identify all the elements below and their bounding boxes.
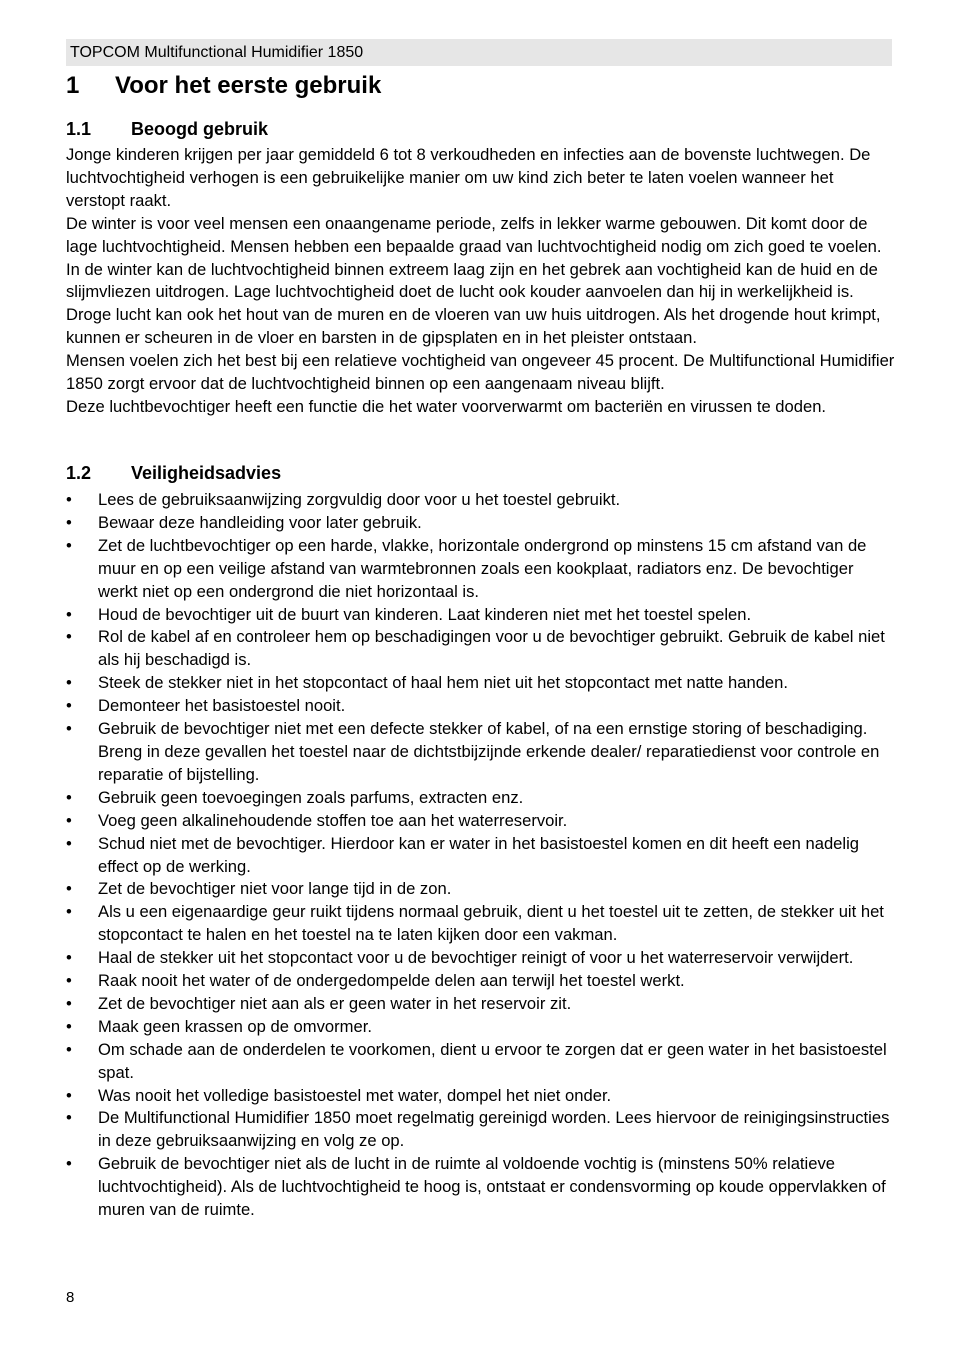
- bullet-icon: •: [66, 1108, 72, 1128]
- bullet-icon: •: [66, 719, 72, 739]
- chapter-title: Voor het eerste gebruik: [115, 72, 382, 99]
- list-item: [66, 901, 896, 947]
- section-number: 1.2: [66, 463, 92, 483]
- list-item: [66, 833, 896, 879]
- paragraph: De winter is voor veel mensen een onaangename periode, zelfs in lekker warme gebouwen. Dit komt door de lage luchtvochtigheid. Mensen hebben een bepaalde graad van luchtvochtigheid nodig om zich goed te voelen. In de winter kan de luchtvochtigheid binnen extreem laag zijn en het gebrek aan vochtigheid kan de huid en de slijmvliezen uitdrogen. Lage luchtvochtigheid doet de lucht ook kouder aanvoelen dan hij in werkelijkheid is. Droge lucht kan ook het hout van de muren en de vloeren van uw huis uitdrogen. Als het drogende hout krimpt, kunnen er scheuren in de vloer en barsten in de gipsplaten en in het pleister ontstaan.: [66, 213, 882, 348]
- bullet-icon: •: [66, 948, 72, 968]
- paragraph: Mensen voelen zich het best bij een relatieve vochtigheid van ongeveer 45 procent. De Multifunctional Humidifier 1850 zorgt ervoor dat de luchtvochtigheid binnen op een aangenaam niveau blijft.: [66, 351, 895, 394]
- list-item-text: Zet de bevochtiger niet aan als er geen water in het reservoir zit.: [98, 993, 572, 1013]
- bullet-icon: •: [66, 879, 72, 899]
- section-heading-veiligheidsadvies: [66, 462, 281, 484]
- list-item: [66, 512, 896, 535]
- list-item: [66, 810, 896, 833]
- bullet-icon: •: [66, 971, 72, 991]
- safety-advice-list: [66, 489, 896, 1222]
- list-item: [66, 947, 896, 970]
- section-title: Beoogd gebruik: [131, 119, 269, 139]
- page-header: [66, 39, 892, 66]
- list-item-text: Haal de stekker uit het stopcontact voor u de bevochtiger reinigt of voor u het waterreservoir verwijdert.: [98, 948, 854, 968]
- bullet-icon: •: [66, 787, 72, 807]
- bullet-icon: •: [66, 512, 72, 532]
- bullet-icon: •: [66, 535, 72, 555]
- bullet-icon: •: [66, 993, 72, 1013]
- list-item: [66, 626, 896, 672]
- list-item: [66, 604, 896, 627]
- list-item: [66, 878, 896, 901]
- list-item-text: Als u een eigenaardige geur ruikt tijdens normaal gebruik, dient u het toestel uit te zetten, de stekker uit het stopcontact te halen en het toestel na te laten kijken door een vakman.: [98, 902, 884, 945]
- section-body-beoogd-gebruik: [66, 144, 896, 419]
- list-item-text: Schud niet met de bevochtiger. Hierdoor kan er water in het basistoestel komen en dit heeft een nadelig effect op de werking.: [98, 833, 860, 876]
- list-item: [66, 672, 896, 695]
- list-item: [66, 787, 896, 810]
- list-item: [66, 1016, 896, 1039]
- bullet-icon: •: [66, 833, 72, 853]
- chapter-heading: [66, 71, 381, 101]
- section-number: 1.1: [66, 119, 92, 139]
- bullet-icon: •: [66, 490, 72, 509]
- list-item-text: Maak geen krassen op de omvormer.: [98, 1016, 372, 1036]
- bullet-icon: •: [66, 1085, 72, 1105]
- list-item-text: Om schade aan de onderdelen te voorkomen, dient u ervoor te zorgen dat er geen water in het basistoestel spat.: [98, 1039, 887, 1082]
- paragraph: Deze luchtbevochtiger heeft een functie die het water voorverwarmt om bacteriën en virussen te doden.: [66, 396, 827, 416]
- list-item-text: Steek de stekker niet in het stopcontact of haal hem niet uit het stopcontact met natte handen.: [98, 673, 788, 693]
- list-item-text: Gebruik de bevochtiger niet met een defecte stekker of kabel, of na een ernstige storing of beschadiging. Breng in deze gevallen het toestel naar de dichtstbijzijnde erkende dealer/ reparatiedienst voor controle en reparatie of bijstelling.: [98, 719, 880, 784]
- list-item-text: Rol de kabel af en controleer hem op beschadigingen voor u de bevochtiger gebruikt. Gebruik de kabel niet als hij beschadigd is.: [98, 627, 885, 670]
- list-item: [66, 993, 896, 1016]
- bullet-icon: •: [66, 627, 72, 647]
- section-heading-beoogd-gebruik: [66, 118, 268, 140]
- section-title: Veiligheidsadvies: [131, 463, 282, 483]
- list-item: [66, 1039, 896, 1085]
- bullet-icon: •: [66, 810, 72, 830]
- header-title: TOPCOM Multifunctional Humidifier 1850: [70, 44, 364, 61]
- bullet-icon: •: [66, 1016, 72, 1036]
- list-item: [66, 1153, 896, 1222]
- list-item: [66, 970, 896, 993]
- list-item: [66, 489, 896, 512]
- list-item: [66, 1107, 896, 1153]
- bullet-icon: •: [66, 1154, 72, 1174]
- bullet-icon: •: [66, 673, 72, 693]
- list-item: [66, 1085, 896, 1108]
- list-item-text: Voeg geen alkalinehoudende stoffen toe aan het waterreservoir.: [98, 810, 568, 830]
- list-item-text: Was nooit het volledige basistoestel met water, dompel het niet onder.: [98, 1085, 612, 1105]
- bullet-icon: •: [66, 1039, 72, 1059]
- list-item-text: Zet de luchtbevochtiger op een harde, vlakke, horizontale ondergrond op minstens 15 cm afstand van de muur en op een veilige afstand van warmtebronnen zoals een kookplaat, radiators enz. De bevochtiger werkt niet op een ondergrond die niet horizontaal is.: [98, 535, 867, 601]
- chapter-number: 1: [66, 72, 80, 99]
- list-item-text: Zet de bevochtiger niet voor lange tijd in de zon.: [98, 879, 452, 899]
- list-item: [66, 695, 896, 718]
- page-number: 8: [66, 1289, 75, 1306]
- list-item-text: Bewaar deze handleiding voor later gebruik.: [98, 512, 422, 532]
- list-item-text: De Multifunctional Humidifier 1850 moet regelmatig gereinigd worden. Lees hiervoor de reinigingsinstructies in deze gebruiksaanwijzing en volg ze op.: [98, 1108, 890, 1151]
- bullet-icon: •: [66, 902, 72, 922]
- list-item-text: Demonteer het basistoestel nooit.: [98, 696, 346, 716]
- list-item: [66, 718, 896, 787]
- list-item-text: Lees de gebruiksaanwijzing zorgvuldig door voor u het toestel gebruikt.: [98, 490, 621, 509]
- list-item-text: Raak nooit het water of de ondergedompelde delen aan terwijl het toestel werkt.: [98, 971, 685, 991]
- list-item-text: Gebruik geen toevoegingen zoals parfums, extracten enz.: [98, 787, 524, 807]
- bullet-icon: •: [66, 696, 72, 716]
- list-item-text: Houd de bevochtiger uit de buurt van kinderen. Laat kinderen niet met het toestel spelen.: [98, 604, 752, 624]
- paragraph: Jonge kinderen krijgen per jaar gemiddeld 6 tot 8 verkoudheden en infecties aan de bovenste luchtwegen. De luchtvochtigheid verhogen is een gebruikelijke manier om uw kind zich beter te laten voelen wanneer het verstopt raakt.: [66, 145, 871, 210]
- list-item-text: Gebruik de bevochtiger niet als de lucht in de ruimte al voldoende vochtig is (minstens 50% relatieve luchtvochtigheid). Als de luchtvochtigheid te hoog is, ontstaat er condensvorming op koude oppervlakken of muren van de ruimte.: [98, 1154, 886, 1220]
- list-item: [66, 535, 896, 604]
- bullet-icon: •: [66, 604, 72, 624]
